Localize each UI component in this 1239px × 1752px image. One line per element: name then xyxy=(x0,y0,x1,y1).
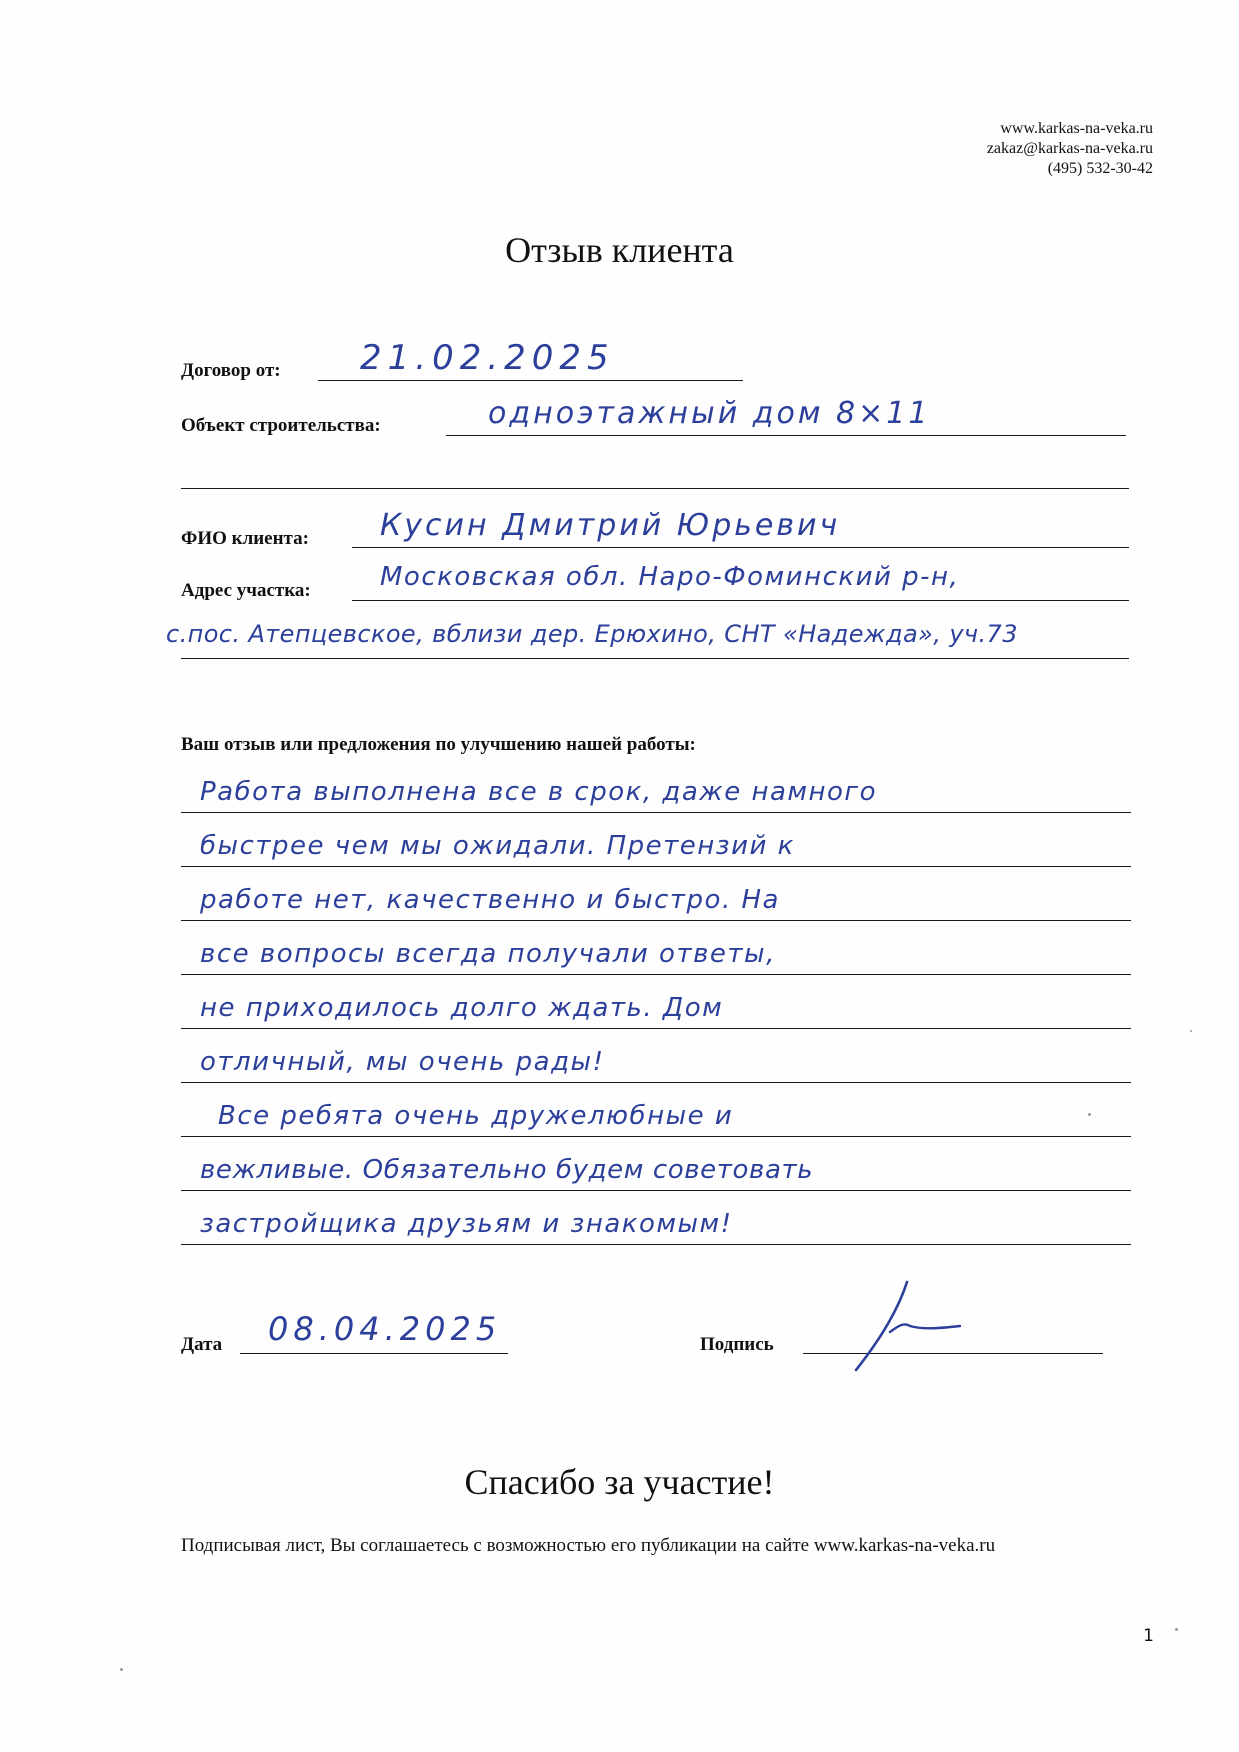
feedback-text-line: Работа выполнена все в срок, даже намного xyxy=(200,777,877,807)
date-line xyxy=(240,1353,508,1354)
feedback-line xyxy=(181,1244,1131,1245)
feedback-label: Ваш отзыв или предложения по улучшению нашей работы: xyxy=(181,734,696,755)
handwritten-signature-icon xyxy=(852,1276,962,1376)
feedback-text-line: застройщика друзьям и знакомым! xyxy=(200,1209,733,1239)
document-title: Отзыв клиента xyxy=(505,230,734,270)
scan-speck xyxy=(120,1668,123,1671)
feedback-text-line: отличный, мы очень рады! xyxy=(200,1047,605,1077)
feedback-line xyxy=(181,920,1131,921)
feedback-line xyxy=(181,1136,1131,1137)
date-label: Дата xyxy=(181,1334,223,1355)
signature-row xyxy=(700,1326,820,1356)
object-line xyxy=(446,435,1126,436)
address-value-line1: Московская обл. Наро-Фоминский р-н, xyxy=(380,562,960,592)
scan-speck xyxy=(1175,1628,1178,1631)
feedback-text-line: быстрее чем мы ожидали. Претензий к xyxy=(200,831,795,861)
contact-phone: (495) 532-30-42 xyxy=(1047,160,1153,177)
feedback-line xyxy=(181,812,1131,813)
address-label: Адрес участка: xyxy=(181,580,311,601)
feedback-line xyxy=(181,866,1131,867)
feedback-line xyxy=(181,974,1131,975)
client-name-line xyxy=(352,547,1129,548)
signature-label: Подпись xyxy=(700,1334,774,1355)
page-number: 1 xyxy=(1143,1626,1154,1646)
contact-website: www.karkas-na-veka.ru xyxy=(1000,120,1153,137)
feedback-line xyxy=(181,1028,1131,1029)
contact-email: zakaz@karkas-na-veka.ru xyxy=(986,140,1153,157)
feedback-text-line: все вопросы всегда получали ответы, xyxy=(200,939,776,969)
client-name-label: ФИО клиента: xyxy=(181,528,309,549)
scan-speck xyxy=(1088,1113,1091,1116)
client-name-value: Кусин Дмитрий Юрьевич xyxy=(380,508,841,543)
address-value-line2: с.пос. Атепцевское, вблизи дер. Ерюхино, СНТ «Надежда», уч.73 xyxy=(166,620,1018,648)
contract-date-value: 21.02.2025 xyxy=(360,338,615,378)
contacts-block xyxy=(987,119,1153,179)
feedback-text-line: Все ребята очень дружелюбные и xyxy=(218,1101,734,1131)
feedback-text-line: работе нет, качественно и быстро. На xyxy=(200,885,780,915)
contract-date-label: Договор от: xyxy=(181,360,281,381)
address-line-1 xyxy=(352,600,1129,601)
feedback-text-line: вежливые. Обязательно будем советовать xyxy=(200,1155,814,1185)
object-label: Объект строительства: xyxy=(181,415,381,436)
feedback-line xyxy=(181,1190,1131,1191)
date-value: 08.04.2025 xyxy=(268,1310,502,1348)
feedback-text-line: не приходилось долго ждать. Дом xyxy=(200,993,724,1023)
thanks-message: Спасибо за участие! xyxy=(464,1462,775,1502)
scan-speck xyxy=(1190,1030,1192,1032)
object-extra-line xyxy=(181,488,1129,489)
contract-date-line xyxy=(318,380,743,381)
address-line-2 xyxy=(181,658,1129,659)
publication-consent-text: Подписывая лист, Вы соглашаетесь с возможностью его публикации на сайте www.karkas-na-veka.ru xyxy=(181,1535,996,1556)
feedback-line xyxy=(181,1082,1131,1083)
object-value: одноэтажный дом 8×11 xyxy=(488,396,931,431)
